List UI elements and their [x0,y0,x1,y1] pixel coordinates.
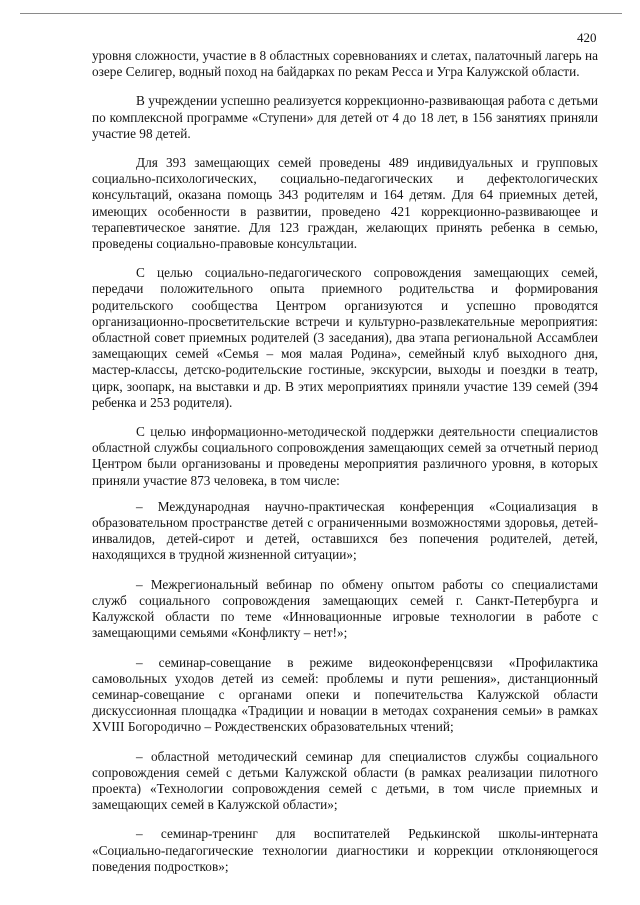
header-rule [20,13,622,14]
list-item-regional-seminar: – областной методический семинар для специалистов службы социального сопровождения семей с детьми Калужской области (в рамках реализации пилотного проекта) «Технологии сопровождения семей с детьми, в том числе приемных и замещающих семей в Калужской области»; [92,748,598,813]
paragraph-family-support: С целью социально-педагогического сопровождения замещающих семей, передачи положительного опыта приемного родительства и формирования родительского сообщества Центром организуются и успешно проводятся организационно-просветительские встречи и культурно-развлекательные мероприятия: областной совет приемных родителей (3 заседания), два этапа региональной Ассамблеи замещающих семей «Семья – моя малая Родина», семейный клуб выходного дня, мастер-классы, детско-родительские гостиные, экскурсии, выходы и поездки в театр, цирк, зоопарк, на выставки и др. В этих мероприятиях приняли участие 139 семей (394 ребенка и 253 родителя). [92,265,598,410]
list-item-videoconference-seminar: – семинар-совещание в режиме видеоконференцсвязи «Профилактика самовольных уходов детей из семей: проблемы и пути решения», дистанционный семинар-совещание с органами опеки и попечительства Калужской области дискуссионная площадка «Традиции и новации в методах сохранения семьи» в рамках XVIII Богородично – Рождественских образовательных чтений; [92,654,598,735]
paragraph-continuation: уровня сложности, участие в 8 областных соревнованиях и слетах, палаточный лагерь на озере Селигер, водный поход на байдарках по рекам Ресса и Угра Калужской области. [92,48,598,80]
list-item-conference: – Международная научно-практическая конференция «Социализация в образовательном пространстве детей с ограниченными возможностями здоровья, детей-инвалидов, детей-сирот и детей, оставшихся без попечения родителей, детей, находящихся в трудной жизненной ситуации»; [92,498,598,563]
page-number: 420 [577,30,597,45]
page-body [92,48,598,888]
list-item-webinar: – Межрегиональный вебинар по обмену опытом работы со специалистами служб социального сопровождения замещающих семей г. Санкт-Петербурга и Калужской области по теме «Инновационные игровые технологии в работе с замещающими семьями «Конфликту – нет!»; [92,576,598,641]
paragraph-consultations: Для 393 замещающих семей проведены 489 индивидуальных и групповых социально-психологических, социально-педагогических и дефектологических консультаций, оказана помощь 343 родителям и 164 детям. Для 64 приемных детей, имеющих особенности в развитии, проведено 421 коррекционно-развивающее и терапевтическое занятие. Для 123 граждан, желающих принять ребенка в семью, проведены социально-правовые консультации. [92,155,598,252]
list-item-training-seminar: – семинар-тренинг для воспитателей Редькинской школы-интерната «Социально-педагогические технологии диагностики и коррекции отклоняющегося поведения подростков»; [92,826,598,874]
paragraph-correction-program: В учреждении успешно реализуется коррекционно-развивающая работа с детьми по комплексной программе «Ступени» для детей от 4 до 18 лет, в 156 занятиях приняли участие 98 детей. [92,93,598,141]
paragraph-methodical-support: С целью информационно-методической поддержки деятельности специалистов областной службы социального сопровождения замещающих семей за отчетный период Центром были организованы и проведены мероприятия различного уровня, в которых приняли участие 873 человека, в том числе: [92,424,598,488]
